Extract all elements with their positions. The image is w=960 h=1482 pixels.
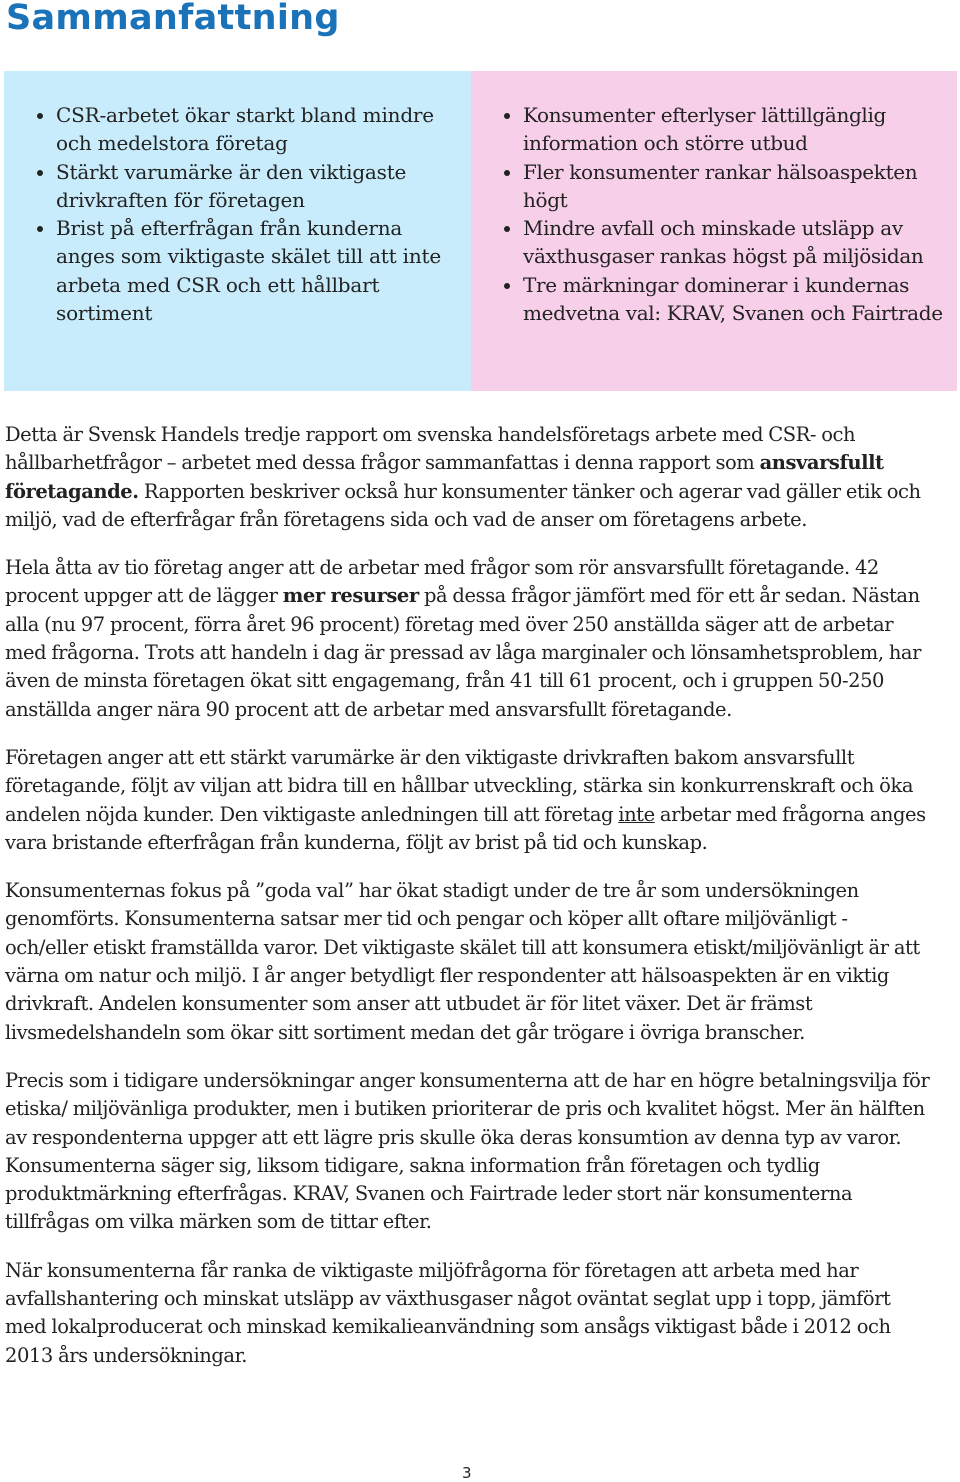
bullet-item: • Brist på efterfrågan från kunderna anges som viktigaste skälet till att inte arbeta med CSR och ett hållbart sortiment xyxy=(56,214,457,327)
bold-term: ansvarsfullt företagande. xyxy=(5,451,884,503)
paragraph-drivers xyxy=(5,744,935,857)
bullet-item: • CSR-arbetet ökar starkt bland mindre och medelstora företag xyxy=(56,101,457,158)
paragraph-companies xyxy=(5,554,935,724)
summary-box-business xyxy=(4,71,471,391)
summary-box-consumer xyxy=(471,71,957,391)
consumer-bullet-list xyxy=(497,101,947,327)
page-title: Sammanfattning xyxy=(6,0,340,38)
bullet-item: • Stärkt varumärke är den viktigaste drivkraften för företagen xyxy=(56,158,457,215)
text-run: Företagen anger att ett stärkt varumärke är den viktigaste drivkraften bakom ansvarsfullt företagande, följt av viljan att bidra till en hållbar utveckling, stärka sin konkurrenskraft och öka andelen nöjda kunder. Den viktigaste anledningen till att företag xyxy=(5,745,914,826)
text-run: Rapporten beskriver också hur konsumenter tänker och agerar vad gäller etik och miljö, vad de efterfrågar från företagens sida och vad de anser om företagens arbete. xyxy=(5,479,921,531)
body-text xyxy=(5,421,935,1390)
summary-boxes xyxy=(4,71,957,391)
underlined-term: inte xyxy=(618,802,655,826)
text-run: på dessa frågor jämfört med för ett år sedan. Nästan alla (nu 97 procent, förra året 96 procent) företag med över 250 anställda säger att de arbetar med frågorna. Trots att handeln i dag är pressad av låga marginaler och lönsamhetsproblem, har även de minsta företagen ökat sitt engagemang, från 41 till 61 procent, och i gruppen 50-250 anställda anger nära 90 procent att de arbetar med ansvarsfullt företagande. xyxy=(5,584,921,721)
business-bullet-list xyxy=(30,101,457,327)
bullet-item: • Konsumenter efterlyser lättillgänglig information och större utbud xyxy=(523,101,947,158)
text-run: Hela åtta av tio företag anger att de arbetar med frågor som rör ansvarsfullt företagande. 42 procent uppger att de lägger xyxy=(5,556,879,608)
text-run: Detta är Svensk Handels tredje rapport om svenska handelsföretags arbete med CSR- och hållbarhetfrågor – arbetet med dessa frågor sammanfattas i denna rapport som xyxy=(5,423,856,475)
paragraph-willingness-to-pay: Precis som i tidigare undersökningar anger konsumenterna att de har en högre betalningsvilja för etiska/ miljövänliga produkter, men i butiken prioriterar de pris och kvalitet högst. Mer än hälften av respondenterna uppger att ett lägre pris skulle öka deras konsumtion av denna typ av varor. Konsumenterna säger sig, liksom tidigare, sakna information från företagen och tydlig produktmärkning efterfrågas. KRAV, Svanen och Fairtrade leder stort när konsumenterna tillfrågas om vilka märken som de tittar efter. xyxy=(5,1068,930,1234)
paragraph-intro xyxy=(5,421,935,534)
bullet-item: • Fler konsumenter rankar hälsoaspekten högt xyxy=(523,158,947,215)
bullet-item: • Tre märkningar dominerar i kundernas medvetna val: KRAV, Svanen och Fairtrade xyxy=(523,271,947,328)
text-run: arbetar med frågorna anges vara bristande efterfrågan från kunderna, följt av brist på tid och kunskap. xyxy=(5,802,926,854)
paragraph-environment-ranking: När konsumenterna får ranka de viktigaste miljöfrågorna för företagen att arbeta med har avfallshantering och minskat utsläpp av växthusgaser något oväntat seglat upp i topp, jämfört med lokalproducerat och minskad kemikalieanvändning som ansågs viktigast både i 2012 och 2013 års undersökningar. xyxy=(5,1258,891,1367)
bullet-item: • Mindre avfall och minskade utsläpp av växthusgaser rankas högst på miljösidan xyxy=(523,214,947,271)
paragraph-consumer-focus: Konsumenternas fokus på ”goda val” har ökat stadigt under de tre år som undersökningen genomförts. Konsumenterna satsar mer tid och pengar och köper allt oftare miljövänligt - och/eller etiskt framställda varor. Det viktigaste skälet till att konsumera etiskt/miljövänligt är att värna om natur och miljö. I år anger betydligt fler respondenter att hälsoaspekten är en viktig drivkraft. Andelen konsumenter som anser att utbudet är för litet växer. Det är främst livsmedelshandeln som ökar sitt sortiment medan det går trögare i övriga branscher. xyxy=(5,879,920,1044)
page-number: 3 xyxy=(462,1464,472,1482)
bold-term: mer resurser xyxy=(282,584,419,608)
